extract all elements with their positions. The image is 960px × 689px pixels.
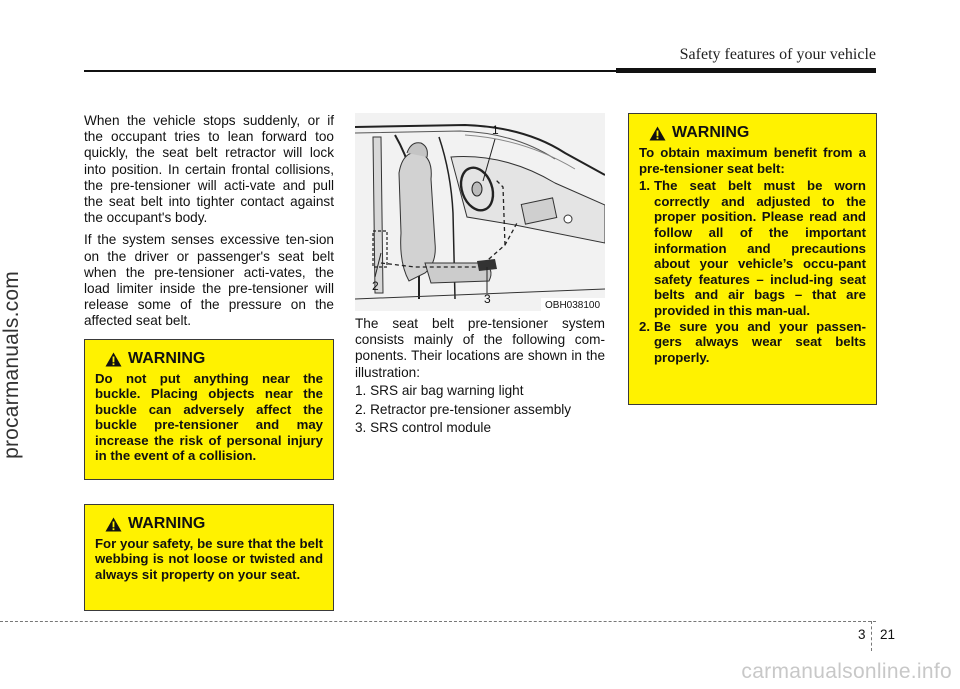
figure-code: OBH038100: [545, 300, 601, 311]
footer-rule: [0, 621, 876, 622]
warning-title: WARNING: [128, 350, 206, 367]
item-text: The seat belt must be worn correctly and adjusted to the proper position. Please read and follow all of the important information and precautions about your vehicle’s occu-pant safety features – includ-ing seat belts and air bags – that are provided in this man-ual.: [654, 178, 866, 318]
page-number: 21: [880, 627, 896, 642]
warning-intro: To obtain maximum benefit from a pre-tensioner seat belt:: [639, 145, 866, 176]
warning-header: [105, 350, 323, 368]
item-number: 2.: [639, 318, 650, 334]
chapter-number: 3: [858, 627, 866, 642]
component-list: [355, 382, 571, 438]
warning-list-item: [639, 178, 866, 318]
warning-title: WARNING: [672, 124, 750, 141]
list-item: 2. Retractor pre-tensioner assembly: [355, 401, 572, 417]
section-title: Safety features of your vehicle: [679, 46, 876, 63]
warning-list-item: [639, 319, 866, 366]
paragraph: When the vehicle stops suddenly, or if the occupant tries to lean forward too quickly, the seat belt retractor will lock into position. In certain frontal collisions, the pre-tensioner will acti-vate and pull the seat belt into tighter contact against the occupant's body.: [84, 113, 334, 226]
paragraph: If the system senses excessive ten-sion on the driver or passenger's seat belt when the pre-tensioner acti-vates, the load limiter inside the pre-tensioner will release some of the pressure on the affected seat belt.: [84, 232, 334, 329]
car-interior-drawing: [355, 113, 605, 311]
figure-caption: [355, 316, 605, 381]
pretensioner-illustration: [355, 113, 605, 311]
warning-box-pretensioner: [628, 113, 877, 405]
warning-box-buckle: [84, 339, 334, 480]
callout-1: 1: [492, 123, 499, 137]
warning-triangle-icon: [105, 352, 122, 367]
left-text-block: [84, 113, 334, 330]
caption-text: The seat belt pre-tensioner system consists mainly of the following com-ponents. Their locations are shown in the illustration:: [355, 316, 605, 380]
bottom-watermark: carmanualsonline.info: [741, 660, 952, 683]
warning-header: [105, 515, 323, 533]
warning-text: For your safety, be sure that the belt webbing is not loose or twisted and always sit property on your seat.: [95, 536, 323, 582]
page-number-separator: [871, 621, 872, 651]
warning-text: Do not put anything near the buckle. Placing objects near the buckle can adversely affect the buckle pre-tensioner and may increase the risk of personal injury in the event of a collision.: [95, 371, 323, 464]
warning-triangle-icon: [649, 126, 666, 141]
side-watermark: [0, 271, 32, 459]
warning-box-webbing: [84, 504, 334, 611]
side-watermark-text: procarmanuals.com: [0, 271, 23, 459]
list-item: 3. SRS control module: [355, 420, 492, 436]
callout-3: 3: [484, 292, 491, 306]
header-rule-accent: [616, 68, 876, 73]
callout-2: 2: [372, 279, 379, 293]
warning-title: WARNING: [128, 515, 206, 532]
warning-triangle-icon: [105, 517, 122, 532]
item-number: 1.: [639, 178, 650, 194]
warning-header: [649, 124, 866, 142]
item-text: Be sure you and your passen-gers always wear seat belts properly.: [654, 318, 866, 365]
list-item: 1. SRS air bag warning light: [355, 383, 524, 398]
